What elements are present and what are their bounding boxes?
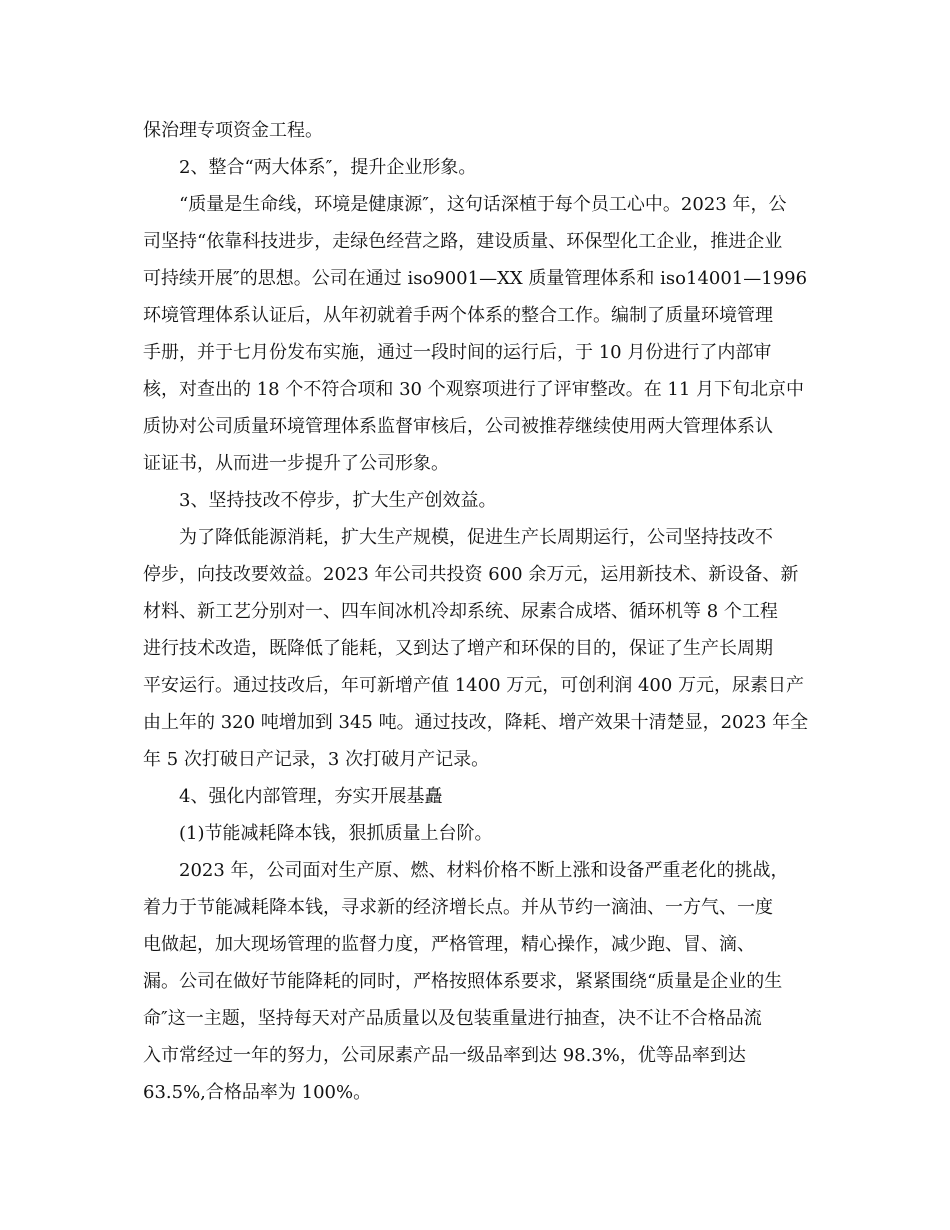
text-line: 63.5%,合格品率为 100%。 (143, 1082, 372, 1103)
document-body (143, 112, 807, 1111)
text-line: “质量是生命线，环境是健康源″，这句话深植于每个员工心中。2023 年，公 (179, 194, 787, 215)
text-line: 着力于节能减耗降本钱，寻求新的经济增长点。并从节约一滴油、一方气、一度 (143, 897, 773, 918)
text-line: 平安运行。通过技改后，年可新增产值 1400 万元，可创利润 400 万元，尿素日产 (143, 675, 805, 696)
text-line: 电做起，加大现场管理的监督力度，严格管理，精心操作，减少跑、冒、滴、 (143, 934, 755, 955)
text-line: 4、强化内部管理，夯实开展基矗 (179, 786, 443, 807)
text-line: 2023 年，公司面对生产原、燃、材料价格不断上涨和设备严重老化的挑战， (179, 860, 789, 881)
text-line: 手册，并于七月份发布实施，通过一段时间的运行后，于 10 月份进行了内部审 (143, 342, 772, 363)
text-line: 年 5 次打破日产记录，3 次打破月产记录。 (143, 749, 490, 770)
text-line: 3、坚持技改不停步，扩大生产创效益。 (179, 490, 497, 511)
text-line: 为了降低能源消耗，扩大生产规模，促进生产长周期运行，公司坚持技改不 (179, 527, 773, 548)
text-line: 入市常经过一年的努力，公司尿素产品一级品率到达 98.3%，优等品率到达 (143, 1045, 746, 1066)
text-line: 证证书，从而进一步提升了公司形象。 (143, 453, 449, 474)
text-line: (1)节能减耗降本钱，狠抓质量上台阶。 (179, 823, 493, 844)
text-line: 司坚持“依靠科技进步，走绿色经营之路，建设质量、环保型化工企业，推进企业 (143, 231, 783, 252)
text-line: 保治理专项资金工程。 (143, 120, 323, 141)
text-line: 由上年的 320 吨增加到 345 吨。通过技改，降耗、增产效果十清楚显，2023 年全 (143, 712, 809, 733)
text-line: 核，对查出的 18 个不符合项和 30 个观察项进行了评审整改。在 11 月下旬北京中 (143, 379, 805, 400)
text-line: 漏。公司在做好节能降耗的同时，严格按照体系要求，紧紧围绕“质量是企业的生 (143, 971, 783, 992)
text-line: 命″这一主题，坚持每天对产品质量以及包装重量进行抽查，决不让不合格品流 (143, 1008, 762, 1029)
text-line: 可持续开展″的思想。公司在通过 iso9001—XX 质量管理体系和 iso14001—1996 (143, 268, 808, 289)
text-line: 停步，向技改要效益。2023 年公司共投资 600 余万元，运用新技术、新设备、新 (143, 564, 799, 585)
text-line: 进行技术改造，既降低了能耗，又到达了增产和环保的目的，保证了生产长周期 (143, 638, 773, 659)
text-line: 环境管理体系认证后，从年初就着手两个体系的整合工作。编制了质量环境管理 (143, 305, 773, 326)
text-line: 材料、新工艺分别对一、四车间冰机冷却系统、尿素合成塔、循环机等 8 个工程 (143, 601, 778, 622)
text-line: 质协对公司质量环境管理体系监督审核后，公司被推荐继续使用两大管理体系认 (143, 416, 773, 437)
text-line: 2、整合“两大体系″，提升企业形象。 (179, 157, 477, 178)
